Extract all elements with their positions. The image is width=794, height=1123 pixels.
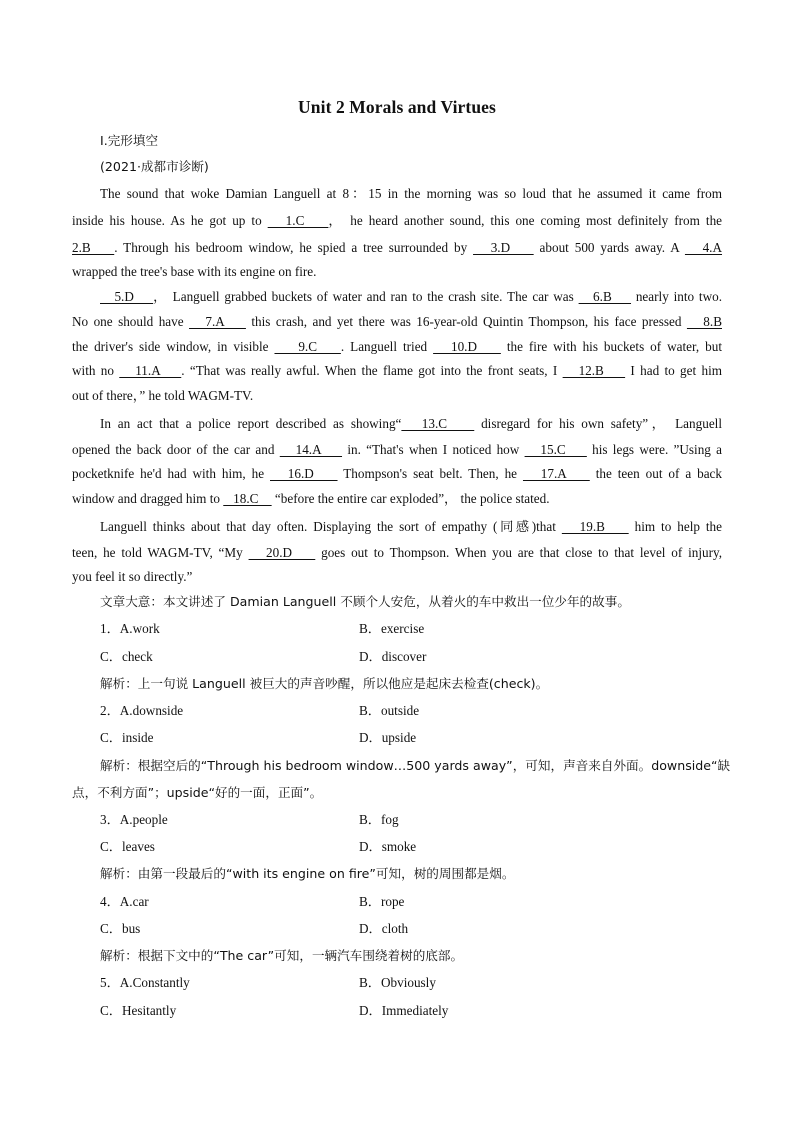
- passage-p3-line2: [72, 440, 722, 460]
- text-span: . Languell tried: [340, 339, 434, 354]
- blank-5-answer: 5.D: [100, 289, 154, 304]
- q3-option-d: D．smoke: [359, 839, 417, 854]
- section-heading: Ⅰ.完形填空: [100, 133, 159, 148]
- text-span: with no: [72, 363, 120, 378]
- text-span: him to help the: [628, 519, 722, 534]
- text-span: in. “That's when I noticed how: [342, 442, 525, 457]
- blank-1-answer: 1.C: [267, 213, 329, 228]
- q2-explanation-line1: 解析：根据空后的“Through his bedroom window…500 yards away”，可知，声音来自外面。downside“缺: [100, 758, 731, 773]
- q4-option-d: D．cloth: [359, 921, 409, 936]
- blank-12-answer: 12.B: [562, 363, 626, 378]
- text-span: teen, he told WAGM-TV, “My: [72, 545, 249, 560]
- blank-11-answer: 11.A: [119, 363, 182, 378]
- q5-option-c: C．Hesitantly: [100, 1003, 177, 1018]
- passage-p4-line1: [100, 517, 722, 537]
- text-span: the teen out of a back: [589, 466, 723, 481]
- q4-option-a: 4．A.car: [100, 894, 149, 909]
- text-span: his legs were. ”Using a: [586, 442, 723, 457]
- text-span: this crash, and yet there was 16-year-old Quintin Thompson, his face pressed: [245, 314, 687, 329]
- text-span: window and dragged him to: [72, 491, 224, 506]
- passage-p2-line5: out of there，” he told WAGM-TV.: [72, 388, 254, 403]
- text-span: Thompson's seat belt. Then, he: [337, 466, 523, 481]
- q2-option-a: 2．A.downside: [100, 703, 184, 718]
- passage-p1-line2: [72, 211, 722, 231]
- blank-13-answer: 13.C: [401, 416, 475, 431]
- q1-option-d: D．discover: [359, 649, 427, 664]
- q4-option-b: B．rope: [359, 894, 405, 909]
- q1-option-c: C．check: [100, 649, 153, 664]
- text-span: ， Languell grabbed buckets of water and ran to the crash site. The car was: [153, 289, 579, 304]
- passage-p2-line2: [72, 312, 722, 332]
- text-span: . Through his bedroom window, he spied a tree surrounded by: [114, 240, 474, 255]
- text-span: the driver's side window, in visible: [72, 339, 275, 354]
- blank-6-answer: 6.B: [578, 289, 632, 304]
- passage-p2-line4: [72, 361, 722, 381]
- passage-p4-line3: you feel it so directly.”: [72, 569, 193, 584]
- blank-19-answer: 19.B: [561, 519, 629, 534]
- q5-option-b: B．Obviously: [359, 975, 436, 990]
- q3-option-b: B．fog: [359, 812, 399, 827]
- q1-explanation: 解析：上一句说 Languell 被巨大的声音吵醒，所以他应是起床去检查(check)。: [100, 676, 549, 691]
- passage-p3-line1: [100, 414, 722, 434]
- text-span: I had to get him: [625, 363, 722, 378]
- page-title: Unit 2 Morals and Virtues: [298, 97, 496, 117]
- text-span: the fire with his buckets of water, but: [500, 339, 722, 354]
- blank-20-answer: 20.D: [248, 545, 316, 560]
- blank-7-answer: 7.A: [189, 314, 246, 329]
- blank-16-answer: 16.D: [270, 466, 338, 481]
- q5-option-d: D．Immediately: [359, 1003, 449, 1018]
- article-summary: 文章大意：本文讲述了 Damian Languell 不顾个人安危，从着火的车中救出一位少年的故事。: [100, 594, 630, 609]
- blank-2-answer: 2.B: [72, 240, 115, 255]
- q1-option-b: B．exercise: [359, 621, 425, 636]
- text-span: about 500 yards away. A: [533, 240, 685, 255]
- q3-explanation: 解析：由第一段最后的“with its engine on fire”可知，树的周围都是烟。: [100, 866, 515, 881]
- text-span: nearly into two.: [631, 289, 723, 304]
- blank-17-answer: 17.A: [522, 466, 590, 481]
- q2-option-b: B．outside: [359, 703, 420, 718]
- passage-p2-line3: [72, 337, 722, 357]
- blank-9-answer: 9.C: [274, 339, 341, 354]
- passage-p4-line2: [72, 543, 722, 563]
- passage-p1-line3: [72, 238, 722, 258]
- text-span: goes out to Thompson. When you are that close to that level of injury,: [315, 545, 723, 560]
- passage-p2-line1: [100, 287, 722, 307]
- text-span: “before the entire car exploded”， the police stated.: [271, 491, 550, 506]
- text-span: . “That was really awful. When the flame got into the front seats, I: [181, 363, 563, 378]
- passage-p1-line1: The sound that woke Damian Languell at 8：15 in the morning was so loud that he assumed it came from: [100, 186, 722, 201]
- text-span: In an act that a police report described as showing“: [100, 416, 402, 431]
- q2-explanation-line2: 点，不利方面”；upside“好的一面，正面”。: [72, 785, 323, 800]
- q4-option-c: C．bus: [100, 921, 141, 936]
- q4-explanation: 解析：根据下文中的“The car”可知，一辆汽车围绕着树的底部。: [100, 948, 464, 963]
- q3-option-a: 3．A.people: [100, 812, 168, 827]
- blank-10-answer: 10.D: [433, 339, 501, 354]
- blank-18-answer: 18.C: [223, 491, 272, 506]
- blank-4-answer: 4.A: [684, 240, 723, 255]
- text-span: No one should have: [72, 314, 190, 329]
- text-span: disregard for his own safety”， Languell: [474, 416, 723, 431]
- blank-14-answer: 14.A: [279, 442, 343, 457]
- source-note: (2021·成都市诊断): [100, 159, 209, 174]
- text-span: inside his house. As he got up to: [72, 213, 268, 228]
- q2-option-c: C．inside: [100, 730, 154, 745]
- passage-p3-line3: [72, 464, 722, 484]
- blank-3-answer: 3.D: [473, 240, 534, 255]
- passage-p3-line4: [72, 489, 722, 509]
- q3-option-c: C．leaves: [100, 839, 155, 854]
- text-span: Languell thinks about that day often. Displaying the sort of empathy (同感)that: [100, 519, 562, 534]
- blank-15-answer: 15.C: [524, 442, 587, 457]
- passage-p1-line4: wrapped the tree's base with its engine on fire.: [72, 264, 317, 279]
- text-span: pocketknife he'd had with him, he: [72, 466, 270, 481]
- q2-option-d: D．upside: [359, 730, 417, 745]
- text-span: opened the back door of the car and: [72, 442, 280, 457]
- q5-option-a: 5．A.Constantly: [100, 975, 190, 990]
- q1-option-a: 1．A.work: [100, 621, 160, 636]
- blank-8-answer: 8.B: [686, 314, 722, 329]
- text-span: ， he heard another sound, this one coming most definitely from the: [328, 213, 723, 228]
